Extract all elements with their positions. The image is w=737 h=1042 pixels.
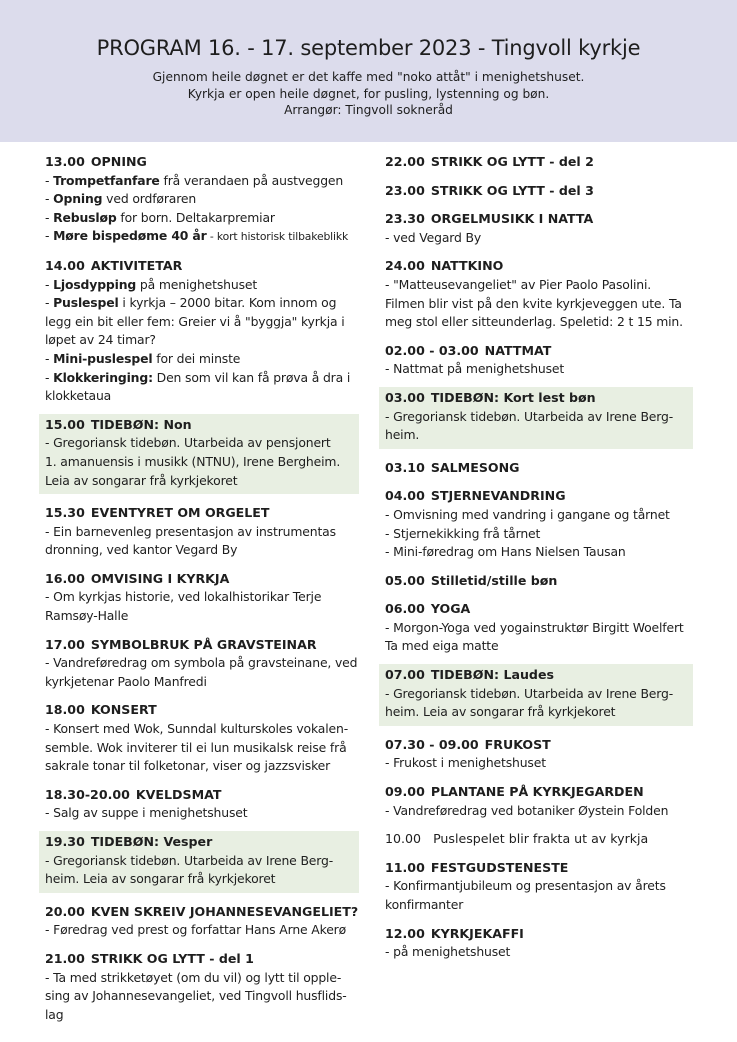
detail-text: Filmen blir vist på den kvite kyrkjeveggen ute. Ta bbox=[385, 295, 682, 311]
detail-text: klokketaua bbox=[45, 388, 112, 404]
schedule-detail-line bbox=[45, 541, 354, 560]
schedule-item-heading bbox=[385, 925, 688, 944]
schedule-item-heading bbox=[45, 903, 359, 922]
schedule-item bbox=[39, 151, 359, 247]
schedule-detail-line bbox=[385, 543, 688, 562]
schedule-title: OPNING bbox=[90, 154, 147, 169]
schedule-item bbox=[379, 664, 693, 726]
schedule-item bbox=[379, 781, 693, 820]
detail-text: konfirmanter bbox=[385, 897, 464, 912]
program-column-right bbox=[379, 151, 693, 970]
schedule-time: 03.10 bbox=[385, 459, 425, 475]
schedule-item-heading bbox=[385, 257, 688, 276]
detail-text: - Gregoriansk tidebøn. Utarbeida av Irene Berg- bbox=[385, 685, 674, 701]
schedule-title: KYRKJEKAFFI bbox=[430, 925, 524, 941]
schedule-detail-line bbox=[45, 607, 354, 626]
schedule-item bbox=[379, 570, 693, 591]
schedule-item-heading bbox=[385, 830, 688, 849]
detail-text: - "Matteusevangeliet" av Pier Paolo Pasolini. bbox=[385, 276, 652, 292]
schedule-detail-line bbox=[385, 313, 688, 332]
schedule-title: TIDEBØN: Non bbox=[90, 416, 192, 432]
schedule-time: 18.00 bbox=[45, 702, 85, 718]
schedule-item-heading bbox=[45, 833, 354, 852]
schedule-title: KONSERT bbox=[90, 702, 157, 718]
schedule-detail-line bbox=[45, 227, 354, 247]
schedule-title: Puslespelet blir frakta ut av kyrkja bbox=[433, 831, 649, 847]
schedule-detail-line bbox=[45, 209, 354, 228]
schedule-title: STRIKK OG LYTT - del 2 bbox=[430, 154, 594, 169]
schedule-title: NATTMAT bbox=[484, 342, 552, 358]
schedule-item-heading bbox=[45, 257, 354, 276]
detail-text: - Konsert med Wok, Sunndal kulturskoles vokalen- bbox=[45, 721, 349, 737]
detail-text: - ved Vegard By bbox=[385, 229, 482, 245]
detail-highlight: Puslespel bbox=[53, 295, 119, 311]
schedule-detail-line bbox=[45, 472, 354, 491]
schedule-detail-line bbox=[45, 1006, 354, 1025]
schedule-time: 21.00 bbox=[45, 950, 85, 966]
schedule-time: 06.00 bbox=[385, 601, 425, 617]
schedule-time: 24.00 bbox=[385, 258, 425, 274]
schedule-item-heading bbox=[385, 342, 688, 361]
schedule-detail-line bbox=[45, 369, 354, 388]
schedule-title: AKTIVITETAR bbox=[90, 257, 183, 273]
intro-line-coffee: Gjennom heile døgnet er det kaffe med "noko attåt" i menighetshuset. bbox=[152, 70, 585, 84]
schedule-item-heading bbox=[45, 786, 354, 805]
schedule-title: YOGA bbox=[430, 601, 471, 617]
detail-text: - Omvisning med vandring i gangane og tårnet bbox=[385, 506, 670, 522]
detail-text: ved ordføraren bbox=[102, 191, 197, 207]
schedule-item-heading bbox=[45, 950, 354, 969]
schedule-detail-line bbox=[45, 852, 354, 871]
schedule-title: STRIKK OG LYTT - del 1 bbox=[90, 950, 254, 966]
schedule-detail-line bbox=[45, 276, 354, 295]
detail-text: - Mini-føredrag om Hans Nielsen Tausan bbox=[385, 544, 626, 560]
schedule-item-heading bbox=[385, 389, 688, 408]
schedule-detail-line bbox=[45, 331, 354, 350]
detail-text: - Konfirmantjubileum og presentasjon av årets bbox=[385, 878, 666, 894]
detail-text: - Stjernekikking frå tårnet bbox=[385, 525, 541, 541]
schedule-time: 02.00 - 03.00 bbox=[385, 342, 479, 358]
schedule-detail-line bbox=[385, 506, 688, 525]
schedule-item bbox=[379, 255, 693, 331]
schedule-detail-line bbox=[45, 804, 354, 823]
detail-text: heim. Leia av songarar frå kyrkjekoret bbox=[385, 704, 616, 720]
schedule-detail-line bbox=[385, 408, 688, 427]
schedule-item bbox=[379, 828, 693, 849]
schedule-time: 10.00 bbox=[385, 831, 422, 847]
detail-text: - Frukost i menighetshuset bbox=[385, 755, 546, 771]
schedule-item bbox=[379, 734, 693, 773]
detail-highlight: Klokkeringing: bbox=[53, 369, 153, 385]
schedule-item-heading bbox=[45, 701, 354, 720]
schedule-detail-line bbox=[385, 619, 688, 638]
schedule-item bbox=[379, 387, 693, 449]
schedule-item bbox=[379, 485, 693, 561]
detail-highlight: Møre bispedøme 40 år bbox=[53, 228, 207, 244]
schedule-item bbox=[39, 699, 359, 775]
schedule-item bbox=[39, 502, 359, 560]
schedule-detail-line bbox=[45, 350, 354, 369]
schedule-time: 03.00 bbox=[385, 389, 425, 405]
schedule-detail-line bbox=[45, 969, 354, 988]
schedule-item bbox=[39, 414, 359, 494]
detail-text: - Vandreføredrag om symbola på gravsteinane, ved bbox=[45, 655, 358, 671]
schedule-item-heading bbox=[385, 600, 688, 619]
schedule-detail-line bbox=[385, 276, 688, 295]
schedule-title: STRIKK OG LYTT - del 3 bbox=[430, 182, 594, 198]
schedule-title: FRUKOST bbox=[484, 736, 551, 752]
detail-text: - bbox=[45, 209, 54, 225]
schedule-item-heading bbox=[385, 859, 688, 878]
detail-text: - Føredrag ved prest og forfattar Hans Arne Akerø bbox=[45, 922, 347, 938]
schedule-detail-line bbox=[45, 921, 354, 940]
schedule-title: NATTKINO bbox=[430, 258, 504, 274]
schedule-title: EVENTYRET OM ORGELET bbox=[90, 505, 270, 521]
detail-highlight: Mini-puslespel bbox=[53, 350, 153, 366]
schedule-item bbox=[39, 901, 359, 940]
detail-highlight: Rebusløp bbox=[53, 209, 117, 225]
detail-text: - Ta med strikketøyet (om du vil) og lytt til opple- bbox=[45, 969, 342, 985]
schedule-detail-line bbox=[45, 654, 358, 673]
detail-highlight: Ljosdypping bbox=[53, 276, 137, 292]
schedule-item bbox=[39, 634, 359, 692]
intro-line-open-church: Kyrkja er open heile døgnet, for pusling, lystenning og bøn. bbox=[187, 86, 550, 101]
schedule-item-heading bbox=[45, 153, 354, 172]
schedule-title: KVEN SKREIV JOHANNESEVANGELIET? bbox=[90, 903, 359, 919]
schedule-item bbox=[379, 340, 693, 379]
schedule-item-heading bbox=[385, 572, 688, 591]
detail-text: legg ein bit eller fem: Greier vi å "byggja" kyrkja i bbox=[45, 313, 345, 329]
schedule-title: FESTGUDSTENESTE bbox=[430, 859, 569, 875]
detail-text: heim. bbox=[385, 427, 420, 443]
schedule-time: 09.00 bbox=[385, 784, 425, 800]
schedule-item-heading bbox=[385, 210, 688, 229]
schedule-time: 15.00 bbox=[45, 416, 85, 432]
detail-text: løpet av 24 timar? bbox=[45, 332, 156, 348]
schedule-detail-line bbox=[385, 229, 688, 248]
detail-text: - Vandreføredrag ved botaniker Øystein Folden bbox=[385, 802, 669, 818]
detail-text: - Salg av suppe i menighetshuset bbox=[45, 805, 248, 821]
schedule-item bbox=[39, 255, 359, 406]
schedule-item-heading bbox=[385, 487, 688, 506]
schedule-item-heading bbox=[385, 736, 688, 755]
detail-text: for dei minste bbox=[152, 350, 241, 366]
detail-text: - bbox=[45, 228, 54, 244]
detail-text: Ta med eiga matte bbox=[385, 638, 499, 654]
schedule-time: 11.00 bbox=[385, 859, 425, 875]
schedule-title: TIDEBØN: Vesper bbox=[90, 834, 213, 849]
detail-text: Leia av songarar frå kyrkjekoret bbox=[45, 472, 238, 488]
detail-text: - Nattmat på menighetshuset bbox=[385, 361, 565, 377]
schedule-time: 14.00 bbox=[45, 257, 85, 273]
schedule-time: 13.00 bbox=[45, 154, 85, 169]
schedule-time: 22.00 bbox=[385, 154, 425, 169]
schedule-detail-line bbox=[385, 360, 688, 379]
schedule-detail-line bbox=[45, 294, 354, 313]
schedule-item-heading bbox=[385, 459, 688, 478]
schedule-time: 15.30 bbox=[45, 505, 85, 521]
detail-text: for born. Deltakarpremiar bbox=[116, 209, 275, 225]
schedule-item-heading bbox=[45, 636, 354, 655]
schedule-detail-line bbox=[45, 523, 354, 542]
detail-text: Den som vil kan få prøva å dra i bbox=[152, 369, 351, 385]
detail-text: i kyrkja – 2000 bitar. Kom innom og bbox=[118, 295, 337, 311]
schedule-time: 20.00 bbox=[45, 903, 85, 919]
schedule-time: 07.30 - 09.00 bbox=[385, 736, 479, 752]
detail-highlight: Opning bbox=[53, 191, 103, 207]
detail-text: - Gregoriansk tidebøn. Utarbeida av pensjonert bbox=[45, 435, 331, 451]
schedule-item bbox=[39, 948, 359, 1024]
schedule-time: 19.30 bbox=[45, 834, 85, 849]
schedule-item bbox=[379, 180, 693, 201]
schedule-item bbox=[379, 151, 693, 172]
schedule-detail-line bbox=[385, 703, 688, 722]
schedule-time: 12.00 bbox=[385, 925, 425, 941]
schedule-title: OMVISING I KYRKJA bbox=[90, 570, 230, 586]
schedule-detail-line bbox=[45, 987, 354, 1006]
detail-text: - bbox=[45, 276, 54, 292]
schedule-time: 05.00 bbox=[385, 572, 425, 588]
schedule-time: 17.00 bbox=[45, 636, 85, 652]
schedule-item-heading bbox=[45, 416, 354, 435]
detail-text: - Om kyrkjas historie, ved lokalhistorikar Terje bbox=[45, 589, 322, 605]
program-intro bbox=[0, 69, 737, 119]
schedule-item bbox=[379, 208, 693, 247]
schedule-detail-line bbox=[45, 870, 354, 889]
schedule-detail-line bbox=[385, 943, 688, 962]
schedule-detail-line bbox=[385, 525, 688, 544]
schedule-item bbox=[379, 857, 693, 915]
detail-highlight: Trompetfanfare bbox=[53, 172, 160, 188]
schedule-time: 07.00 bbox=[385, 667, 425, 683]
schedule-item bbox=[39, 831, 359, 893]
detail-text: frå verandaen på austveggen bbox=[159, 172, 344, 188]
schedule-title: KVELDSMAT bbox=[135, 786, 222, 802]
detail-text: på menighetshuset bbox=[136, 276, 258, 292]
detail-text: - bbox=[45, 172, 54, 188]
schedule-detail-line bbox=[385, 685, 688, 704]
schedule-title: TIDEBØN: Kort lest bøn bbox=[430, 389, 596, 405]
schedule-title: STJERNEVANDRING bbox=[430, 488, 566, 504]
schedule-detail-line bbox=[385, 295, 688, 314]
schedule-detail-line bbox=[385, 426, 688, 445]
schedule-time: 23.30 bbox=[385, 211, 425, 227]
schedule-detail-line bbox=[45, 313, 354, 332]
schedule-time: 04.00 bbox=[385, 488, 425, 504]
detail-text: - Gregoriansk tidebøn. Utarbeida av Irene Berg- bbox=[45, 852, 334, 868]
detail-text: Ramsøy-Halle bbox=[45, 608, 129, 624]
schedule-detail-line bbox=[385, 896, 688, 915]
schedule-item-heading bbox=[385, 153, 688, 172]
schedule-detail-line bbox=[45, 434, 354, 453]
schedule-detail-line bbox=[385, 754, 688, 773]
detail-text: semble. Wok inviterer til ei lun musikalsk reise frå bbox=[45, 739, 347, 755]
schedule-detail-line bbox=[45, 588, 354, 607]
schedule-title: Stilletid/stille bøn bbox=[430, 572, 558, 588]
schedule-item bbox=[39, 568, 359, 626]
schedule-detail-line bbox=[45, 453, 354, 472]
schedule-time: 16.00 bbox=[45, 570, 85, 586]
schedule-item bbox=[379, 598, 693, 656]
detail-text: - bbox=[45, 369, 54, 385]
schedule-item bbox=[39, 784, 359, 823]
detail-text: - Morgon-Yoga ved yogainstruktør Birgitt Woelfert bbox=[385, 619, 684, 635]
schedule-item-heading bbox=[45, 570, 354, 589]
program-header bbox=[0, 0, 737, 142]
detail-note: - kort historisk tilbakeblikk bbox=[206, 230, 349, 244]
program-title: PROGRAM 16. - 17. september 2023 - Tingvoll kyrkje bbox=[96, 36, 641, 60]
detail-text: sing av Johannesevangeliet, ved Tingvoll husflids- bbox=[45, 988, 347, 1004]
schedule-title: SYMBOLBRUK PÅ GRAVSTEINAR bbox=[90, 636, 317, 652]
schedule-detail-line bbox=[385, 877, 688, 896]
schedule-detail-line bbox=[385, 802, 688, 821]
detail-text: meg stol eller sitteunderlag. Speletid: 2 t 15 min. bbox=[385, 314, 683, 330]
intro-line-organizer: Arrangør: Tingvoll sokneråd bbox=[284, 103, 453, 117]
schedule-item bbox=[379, 457, 693, 478]
detail-text: - Ein barnevenleg presentasjon av instrumentas bbox=[45, 523, 336, 539]
schedule-item bbox=[379, 923, 693, 962]
program-column-left bbox=[39, 151, 359, 1032]
schedule-item-heading bbox=[385, 783, 688, 802]
detail-text: - på menighetshuset bbox=[385, 944, 511, 960]
schedule-title: ORGELMUSIKK I NATTA bbox=[430, 211, 594, 227]
schedule-item-heading bbox=[45, 504, 354, 523]
detail-text: - bbox=[45, 350, 54, 366]
detail-text: - bbox=[45, 295, 54, 311]
detail-text: kyrkjetenar Paolo Manfredi bbox=[45, 673, 207, 689]
detail-text: - Gregoriansk tidebøn. Utarbeida av Irene Berg- bbox=[385, 408, 674, 424]
schedule-detail-line bbox=[45, 720, 354, 739]
schedule-detail-line bbox=[45, 757, 354, 776]
schedule-item-heading bbox=[385, 182, 688, 201]
schedule-title: PLANTANE PÅ KYRKJEGARDEN bbox=[430, 784, 644, 800]
schedule-item-heading bbox=[385, 666, 688, 685]
detail-text: heim. Leia av songarar frå kyrkjekoret bbox=[45, 871, 276, 887]
schedule-title: SALMESONG bbox=[430, 459, 520, 475]
detail-text: - bbox=[45, 191, 54, 207]
detail-text: lag bbox=[45, 1006, 64, 1022]
schedule-detail-line bbox=[45, 190, 354, 209]
schedule-detail-line bbox=[45, 387, 354, 406]
schedule-detail-line bbox=[45, 739, 354, 758]
schedule-detail-line bbox=[45, 172, 354, 191]
detail-text: sakrale tonar til folketonar, viser og jazzsvisker bbox=[45, 758, 331, 774]
schedule-detail-line bbox=[385, 637, 688, 656]
detail-text: dronning, ved kantor Vegard By bbox=[45, 542, 238, 558]
schedule-title: TIDEBØN: Laudes bbox=[430, 667, 554, 683]
schedule-time: 23.00 bbox=[385, 182, 425, 198]
schedule-time: 18.30-20.00 bbox=[45, 786, 130, 802]
detail-text: 1. amanuensis i musikk (NTNU), Irene Bergheim. bbox=[45, 453, 341, 469]
schedule-detail-line bbox=[45, 673, 354, 692]
